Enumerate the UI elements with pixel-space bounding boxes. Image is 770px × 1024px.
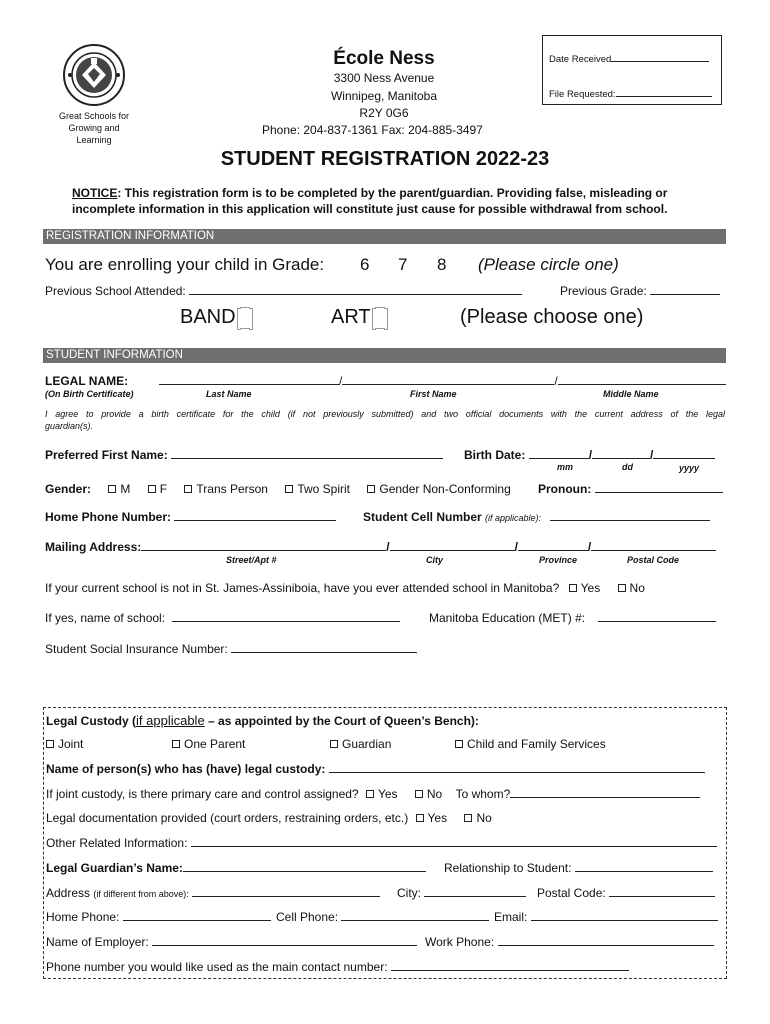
checkbox-icon[interactable] — [330, 740, 338, 748]
guardian-address-row — [46, 886, 380, 900]
school-city: Winnipeg, Manitoba — [330, 89, 438, 103]
main-contact-row — [46, 960, 629, 974]
file-requested-field[interactable] — [616, 88, 712, 97]
employer-label: Name of Employer: — [46, 935, 149, 949]
dd-caption: dd — [622, 462, 633, 472]
street-field[interactable] — [141, 540, 386, 551]
school-name-row — [45, 611, 400, 625]
mailing-address-row: Mailing Address: / / / — [45, 540, 716, 554]
custody-names-field[interactable] — [329, 762, 705, 773]
no-label: No — [629, 581, 645, 595]
preferred-name-field[interactable] — [171, 448, 443, 459]
attended-no-option[interactable] — [618, 581, 645, 595]
guardian-cell-phone-label: Cell Phone: — [276, 910, 339, 924]
relationship-label: Relationship to Student: — [444, 861, 572, 875]
gender-option-label: M — [120, 482, 131, 496]
previous-grade-label: Previous Grade: — [560, 284, 647, 298]
gender-option-m[interactable] — [108, 482, 130, 496]
home-phone-field[interactable] — [174, 510, 336, 521]
date-received-field[interactable] — [611, 53, 709, 62]
to-whom-label: To whom? — [455, 787, 511, 801]
legal-docs-row — [46, 811, 492, 825]
tagline-line: Learning — [76, 135, 112, 145]
joint-no-option[interactable] — [415, 787, 442, 801]
attended-yes-option[interactable] — [569, 581, 601, 595]
street-caption: Street/Apt # — [226, 555, 277, 565]
previous-grade-field[interactable] — [650, 284, 720, 295]
main-contact-label: Phone number you would like used as the main contact number: — [46, 960, 388, 974]
work-phone-row — [425, 935, 714, 949]
attended-question-row — [45, 581, 645, 595]
guardian-address-field[interactable] — [192, 886, 380, 897]
sin-field[interactable] — [231, 642, 417, 653]
first-name-caption: First Name — [410, 389, 457, 399]
checkbox-icon[interactable] — [172, 740, 180, 748]
to-whom-field[interactable] — [510, 787, 700, 798]
custody-names-row — [46, 762, 705, 776]
art-option[interactable] — [331, 306, 389, 329]
checkbox-icon[interactable] — [464, 814, 472, 822]
legal-custody-heading — [46, 713, 479, 728]
previous-grade-row — [560, 284, 720, 298]
guardian-home-phone-field[interactable] — [123, 910, 271, 921]
main-contact-field[interactable] — [391, 960, 629, 971]
grade-option-8[interactable]: 8 — [437, 255, 447, 274]
guardian-name-label: Legal Guardian’s Name: — [46, 861, 183, 875]
gender-option-f[interactable] — [148, 482, 167, 496]
yes-label: Yes — [427, 811, 448, 825]
school-division-logo — [58, 44, 130, 106]
relationship-field[interactable] — [575, 861, 713, 872]
guardian-city-field[interactable] — [424, 886, 526, 897]
met-label: Manitoba Education (MET) #: — [429, 611, 586, 625]
checkbox-icon[interactable] — [46, 740, 54, 748]
checkbox-icon[interactable] — [108, 485, 116, 493]
if-yes-school-field[interactable] — [172, 611, 400, 622]
yes-label: Yes — [377, 787, 398, 801]
home-phone-row — [45, 510, 336, 524]
mailing-address-label: Mailing Address: — [45, 540, 142, 554]
school-name: École Ness — [333, 48, 435, 69]
preferred-name-label: Preferred First Name: — [45, 448, 168, 462]
gender-option-label: Two Spirit — [297, 482, 351, 496]
last-name-field[interactable] — [159, 374, 339, 385]
tagline — [46, 110, 142, 146]
checkbox-icon[interactable] — [184, 485, 192, 493]
legal-docs-yes-option[interactable] — [416, 811, 448, 825]
school-contact: Phone: 204-837-1361 Fax: 204-885-3497 — [262, 123, 483, 137]
work-phone-field[interactable] — [498, 935, 714, 946]
legal-name-label: LEGAL NAME: — [45, 374, 129, 388]
choose-note: (Please choose one) — [460, 306, 644, 328]
band-option[interactable] — [180, 306, 254, 329]
yes-label: Yes — [580, 581, 601, 595]
guardian-address-label: Address — [46, 886, 91, 900]
pronoun-field[interactable] — [595, 482, 723, 493]
cell-number-field[interactable] — [550, 510, 710, 521]
grade-note: (Please circle one) — [478, 255, 619, 274]
middle-name-caption: Middle Name — [603, 389, 659, 399]
birth-date-label: Birth Date: — [464, 448, 526, 462]
pronoun-row — [538, 482, 723, 496]
art-label: ART — [331, 306, 371, 328]
school-postal: R2Y 0G6 — [359, 106, 409, 120]
postal-code-field[interactable] — [591, 540, 716, 551]
guardian-postal-label: Postal Code: — [537, 886, 606, 900]
joint-custody-row — [46, 787, 700, 801]
employer-field[interactable] — [152, 935, 417, 946]
legal-custody-if-applicable: if applicable — [136, 713, 205, 728]
yyyy-caption: yyyy — [679, 463, 700, 473]
art-checkbox[interactable] — [375, 307, 385, 329]
guardian-email-label: Email: — [494, 910, 528, 924]
gender-option-label: Gender Non-Conforming — [379, 482, 511, 496]
legal-name-fields: / / — [159, 374, 726, 388]
guardian-home-phone-row — [46, 910, 271, 924]
notice-text: : This registration form is to be completed by the parent/guardian. Providing false, misleading or — [117, 186, 668, 200]
middle-name-field[interactable] — [558, 374, 726, 385]
relationship-row — [444, 861, 713, 875]
guardian-postal-field[interactable] — [609, 886, 715, 897]
previous-school-row — [45, 284, 522, 298]
guardian-city-row — [397, 886, 526, 900]
guardian-email-row — [494, 910, 718, 924]
custody-guardian-option[interactable] — [330, 737, 391, 751]
birth-day-field[interactable] — [592, 448, 650, 459]
legal-docs-no-option[interactable] — [464, 811, 491, 825]
checkbox-icon[interactable] — [618, 584, 626, 592]
cell-number-row — [363, 510, 710, 524]
work-phone-label: Work Phone: — [425, 935, 495, 949]
cell-applicable-note: (if applicable): — [485, 513, 542, 523]
agree-statement — [45, 408, 725, 432]
legal-custody-appointed: – as appointed by the Court of Queen’s Bench): — [204, 714, 479, 728]
checkbox-icon[interactable] — [367, 485, 375, 493]
birth-date-row: Birth Date: / / — [464, 448, 715, 462]
gender-option-two-spirit[interactable] — [285, 482, 350, 496]
checkbox-icon[interactable] — [416, 814, 424, 822]
attended-question: If your current school is not in St. James-Assiniboia, have you ever attended school in Manitoba? — [45, 581, 560, 595]
custody-cfs-option[interactable] — [455, 737, 606, 751]
guardian-home-phone-label: Home Phone: — [46, 910, 120, 924]
preferred-name-row — [45, 448, 443, 462]
agree-line: guardian(s). — [45, 421, 94, 431]
sin-label: Student Social Insurance Number: — [45, 642, 228, 656]
other-info-row — [46, 836, 717, 850]
if-yes-school-label: If yes, name of school: — [45, 611, 166, 625]
other-info-label: Other Related Information: — [46, 836, 188, 850]
file-requested-label: File Requested: — [549, 89, 616, 100]
page-title: STUDENT REGISTRATION 2022-23 — [220, 148, 550, 170]
checkbox-icon[interactable] — [366, 790, 374, 798]
joint-yes-option[interactable] — [366, 787, 398, 801]
gender-option-label: Trans Person — [196, 482, 268, 496]
no-label: No — [476, 811, 492, 825]
registration-section-bar: REGISTRATION INFORMATION — [43, 229, 726, 244]
notice-label: NOTICE — [72, 186, 118, 200]
joint-custody-question: If joint custody, is there primary care and control assigned? — [46, 787, 359, 801]
city-field[interactable] — [390, 540, 515, 551]
guardian-postal-row — [537, 886, 715, 900]
custody-option-label: Child and Family Services — [467, 737, 606, 751]
guardian-cell-phone-field[interactable] — [341, 910, 489, 921]
grade-option-6[interactable]: 6 — [360, 255, 370, 274]
grade-option-7[interactable]: 7 — [398, 255, 408, 274]
legal-docs-label: Legal documentation provided (court orders, restraining orders, etc.) — [46, 811, 409, 825]
met-row — [429, 611, 716, 625]
if-different-note: (if different from above): — [93, 889, 189, 899]
custody-option-label: Guardian — [342, 737, 392, 751]
province-caption: Province — [539, 555, 578, 565]
checkbox-icon[interactable] — [148, 485, 156, 493]
notice-line-1 — [72, 186, 667, 200]
band-checkbox[interactable] — [240, 307, 250, 329]
legal-custody-label: Legal Custody ( — [46, 714, 137, 728]
sin-row — [45, 642, 417, 656]
office-use-box — [542, 35, 722, 105]
custody-joint-option[interactable] — [46, 737, 83, 751]
custody-names-label: Name of person(s) who has (have) legal custody: — [46, 762, 326, 776]
tagline-line: Growing and — [68, 123, 120, 133]
custody-option-label: One Parent — [184, 737, 246, 751]
guardian-name-field[interactable] — [183, 861, 426, 872]
gender-row — [45, 482, 511, 496]
gender-option-label: F — [159, 482, 168, 496]
student-section-bar: STUDENT INFORMATION — [43, 348, 726, 363]
gender-label: Gender: — [45, 482, 92, 496]
custody-option-label: Joint — [58, 737, 84, 751]
checkbox-icon[interactable] — [569, 584, 577, 592]
guardian-cell-phone-row — [276, 910, 489, 924]
cell-number-label: Student Cell Number — [363, 510, 482, 524]
birth-month-field[interactable] — [529, 448, 589, 459]
band-label: BAND — [180, 306, 236, 328]
birth-year-field[interactable] — [653, 448, 715, 459]
checkbox-icon[interactable] — [455, 740, 463, 748]
guardian-email-field[interactable] — [531, 910, 718, 921]
guardian-city-label: City: — [397, 886, 421, 900]
previous-school-label: Previous School Attended: — [45, 284, 186, 298]
agree-line: I agree to provide a birth certificate for the child (if not previously submitted) and two official documents with the current address of the legal — [45, 409, 725, 419]
date-received-label: Date Received — [549, 54, 612, 65]
employer-row — [46, 935, 417, 949]
checkbox-icon[interactable] — [285, 485, 293, 493]
home-phone-label: Home Phone Number: — [45, 510, 172, 524]
checkbox-icon[interactable] — [415, 790, 423, 798]
tagline-line: Great Schools for — [58, 111, 130, 121]
first-name-field[interactable] — [342, 374, 554, 385]
mm-caption: mm — [557, 462, 574, 472]
school-address-line: 3300 Ness Avenue — [333, 71, 435, 85]
last-name-caption: Last Name — [206, 389, 252, 399]
gender-option-non-conforming[interactable] — [367, 482, 510, 496]
province-field[interactable] — [518, 540, 588, 551]
on-birth-cert-note: (On Birth Certificate) — [45, 389, 134, 399]
guardian-name-row — [46, 861, 426, 875]
pronoun-label: Pronoun: — [538, 482, 592, 496]
postal-code-caption: Postal Code — [627, 555, 680, 565]
met-field[interactable] — [598, 611, 716, 622]
no-label: No — [426, 787, 443, 801]
gender-option-trans[interactable] — [184, 482, 268, 496]
other-info-field[interactable] — [191, 836, 717, 847]
city-caption: City — [426, 555, 444, 565]
grade-prompt: You are enrolling your child in Grade: — [45, 255, 325, 274]
notice-line-2: incomplete information in this application will constitute just cause for possible withdrawal from school. — [72, 202, 668, 216]
custody-one-parent-option[interactable] — [172, 737, 245, 751]
previous-school-field[interactable] — [189, 284, 522, 295]
